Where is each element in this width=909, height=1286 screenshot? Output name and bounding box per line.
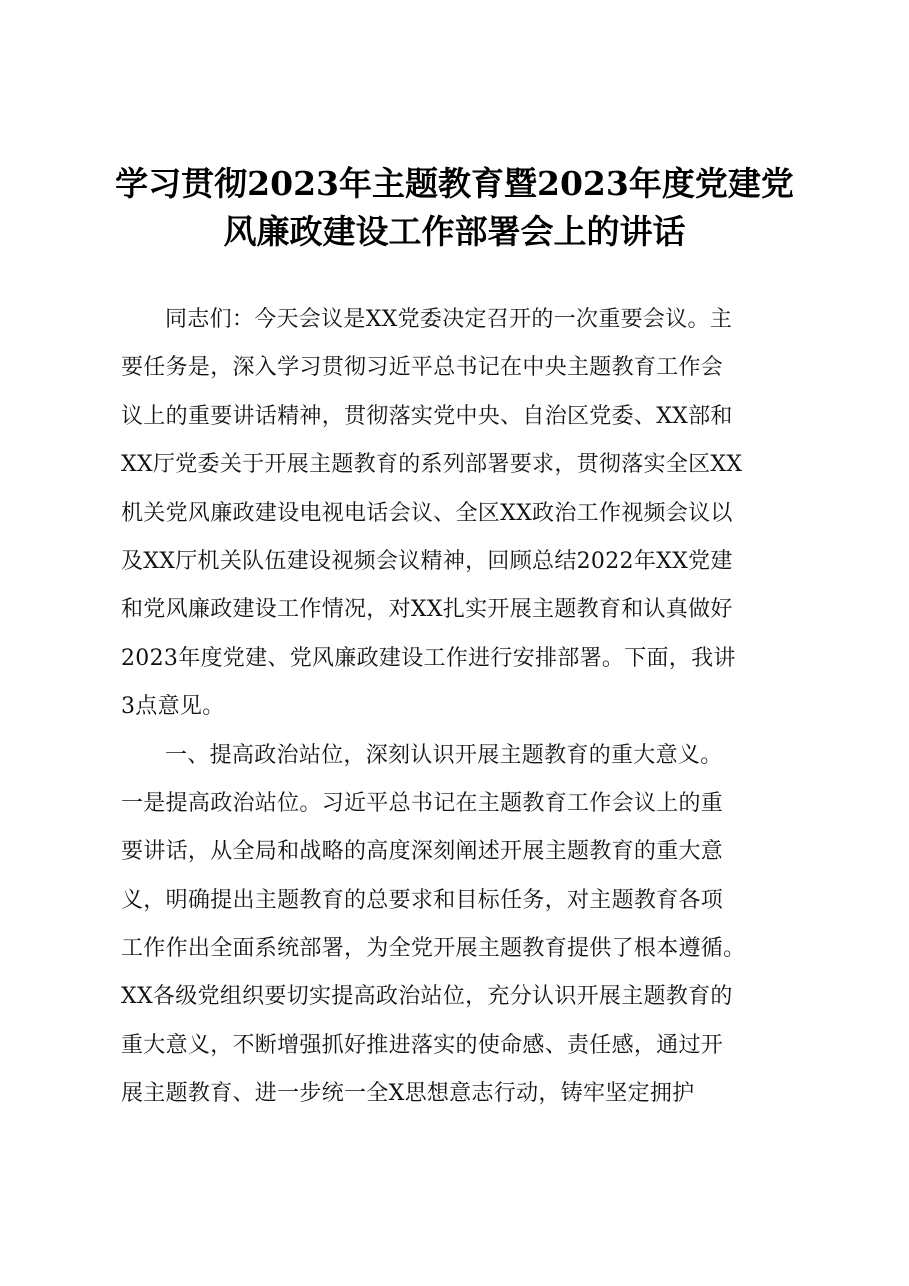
title-line-1: 学习贯彻2023年主题教育暨2023年度党建党 [115, 164, 794, 203]
text-line: 和党风廉政建设工作情况，对XX扎实开展主题教育和认真做好 [121, 597, 733, 623]
text-line: 3点意见。 [121, 694, 225, 720]
text-line: 展主题教育、进一步统一全X思想意志行动，铸牢坚定拥护 [121, 1081, 695, 1107]
text-line: 议上的重要讲话精神，贯彻落实党中央、自治区党委、XX部和 [121, 403, 733, 429]
text-line: XX厅党委关于开展主题教育的系列部署要求，贯彻落实全区XX [121, 452, 743, 478]
text-line: 机关党风廉政建设电视电话会议、全区XX政治工作视频会议以 [121, 500, 733, 526]
text-line: 及XX厅机关队伍建设视频会议精神，回顾总结2022年XX党建 [121, 548, 733, 574]
text-line: 一是提高政治站位。习近平总书记在主题教育工作会议上的重 [121, 790, 724, 816]
paragraph-section-one [121, 732, 801, 1119]
document-title [100, 160, 809, 256]
title-line-2: 风廉政建设工作部署会上的讲话 [223, 212, 686, 251]
text-line: 要讲话，从全局和战略的高度深刻阐述开展主题教育的重大意 [121, 839, 724, 865]
paragraph-opening [121, 296, 801, 732]
text-line: XX各级党组织要切实提高政治站位，充分认识开展主题教育的 [121, 984, 733, 1010]
text-line: 工作作出全面系统部署，为全党开展主题教育提供了根本遵循。 [121, 936, 746, 962]
text-line: 义，明确提出主题教育的总要求和目标任务，对主题教育各项 [121, 887, 724, 913]
document-body [121, 296, 801, 1119]
text-line: 重大意义，不断增强抓好推进落实的使命感、责任感，通过开 [121, 1032, 724, 1058]
text-line: 要任务是，深入学习贯彻习近平总书记在中央主题教育工作会 [121, 355, 724, 381]
section-heading-line: 一、提高政治站位，深刻认识开展主题教育的重大意义。 [165, 742, 723, 768]
text-line: 2023年度党建、党风廉政建设工作进行安排部署。下面，我讲 [121, 645, 736, 671]
text-line: 同志们：今天会议是XX党委决定召开的一次重要会议。主 [165, 307, 733, 332]
